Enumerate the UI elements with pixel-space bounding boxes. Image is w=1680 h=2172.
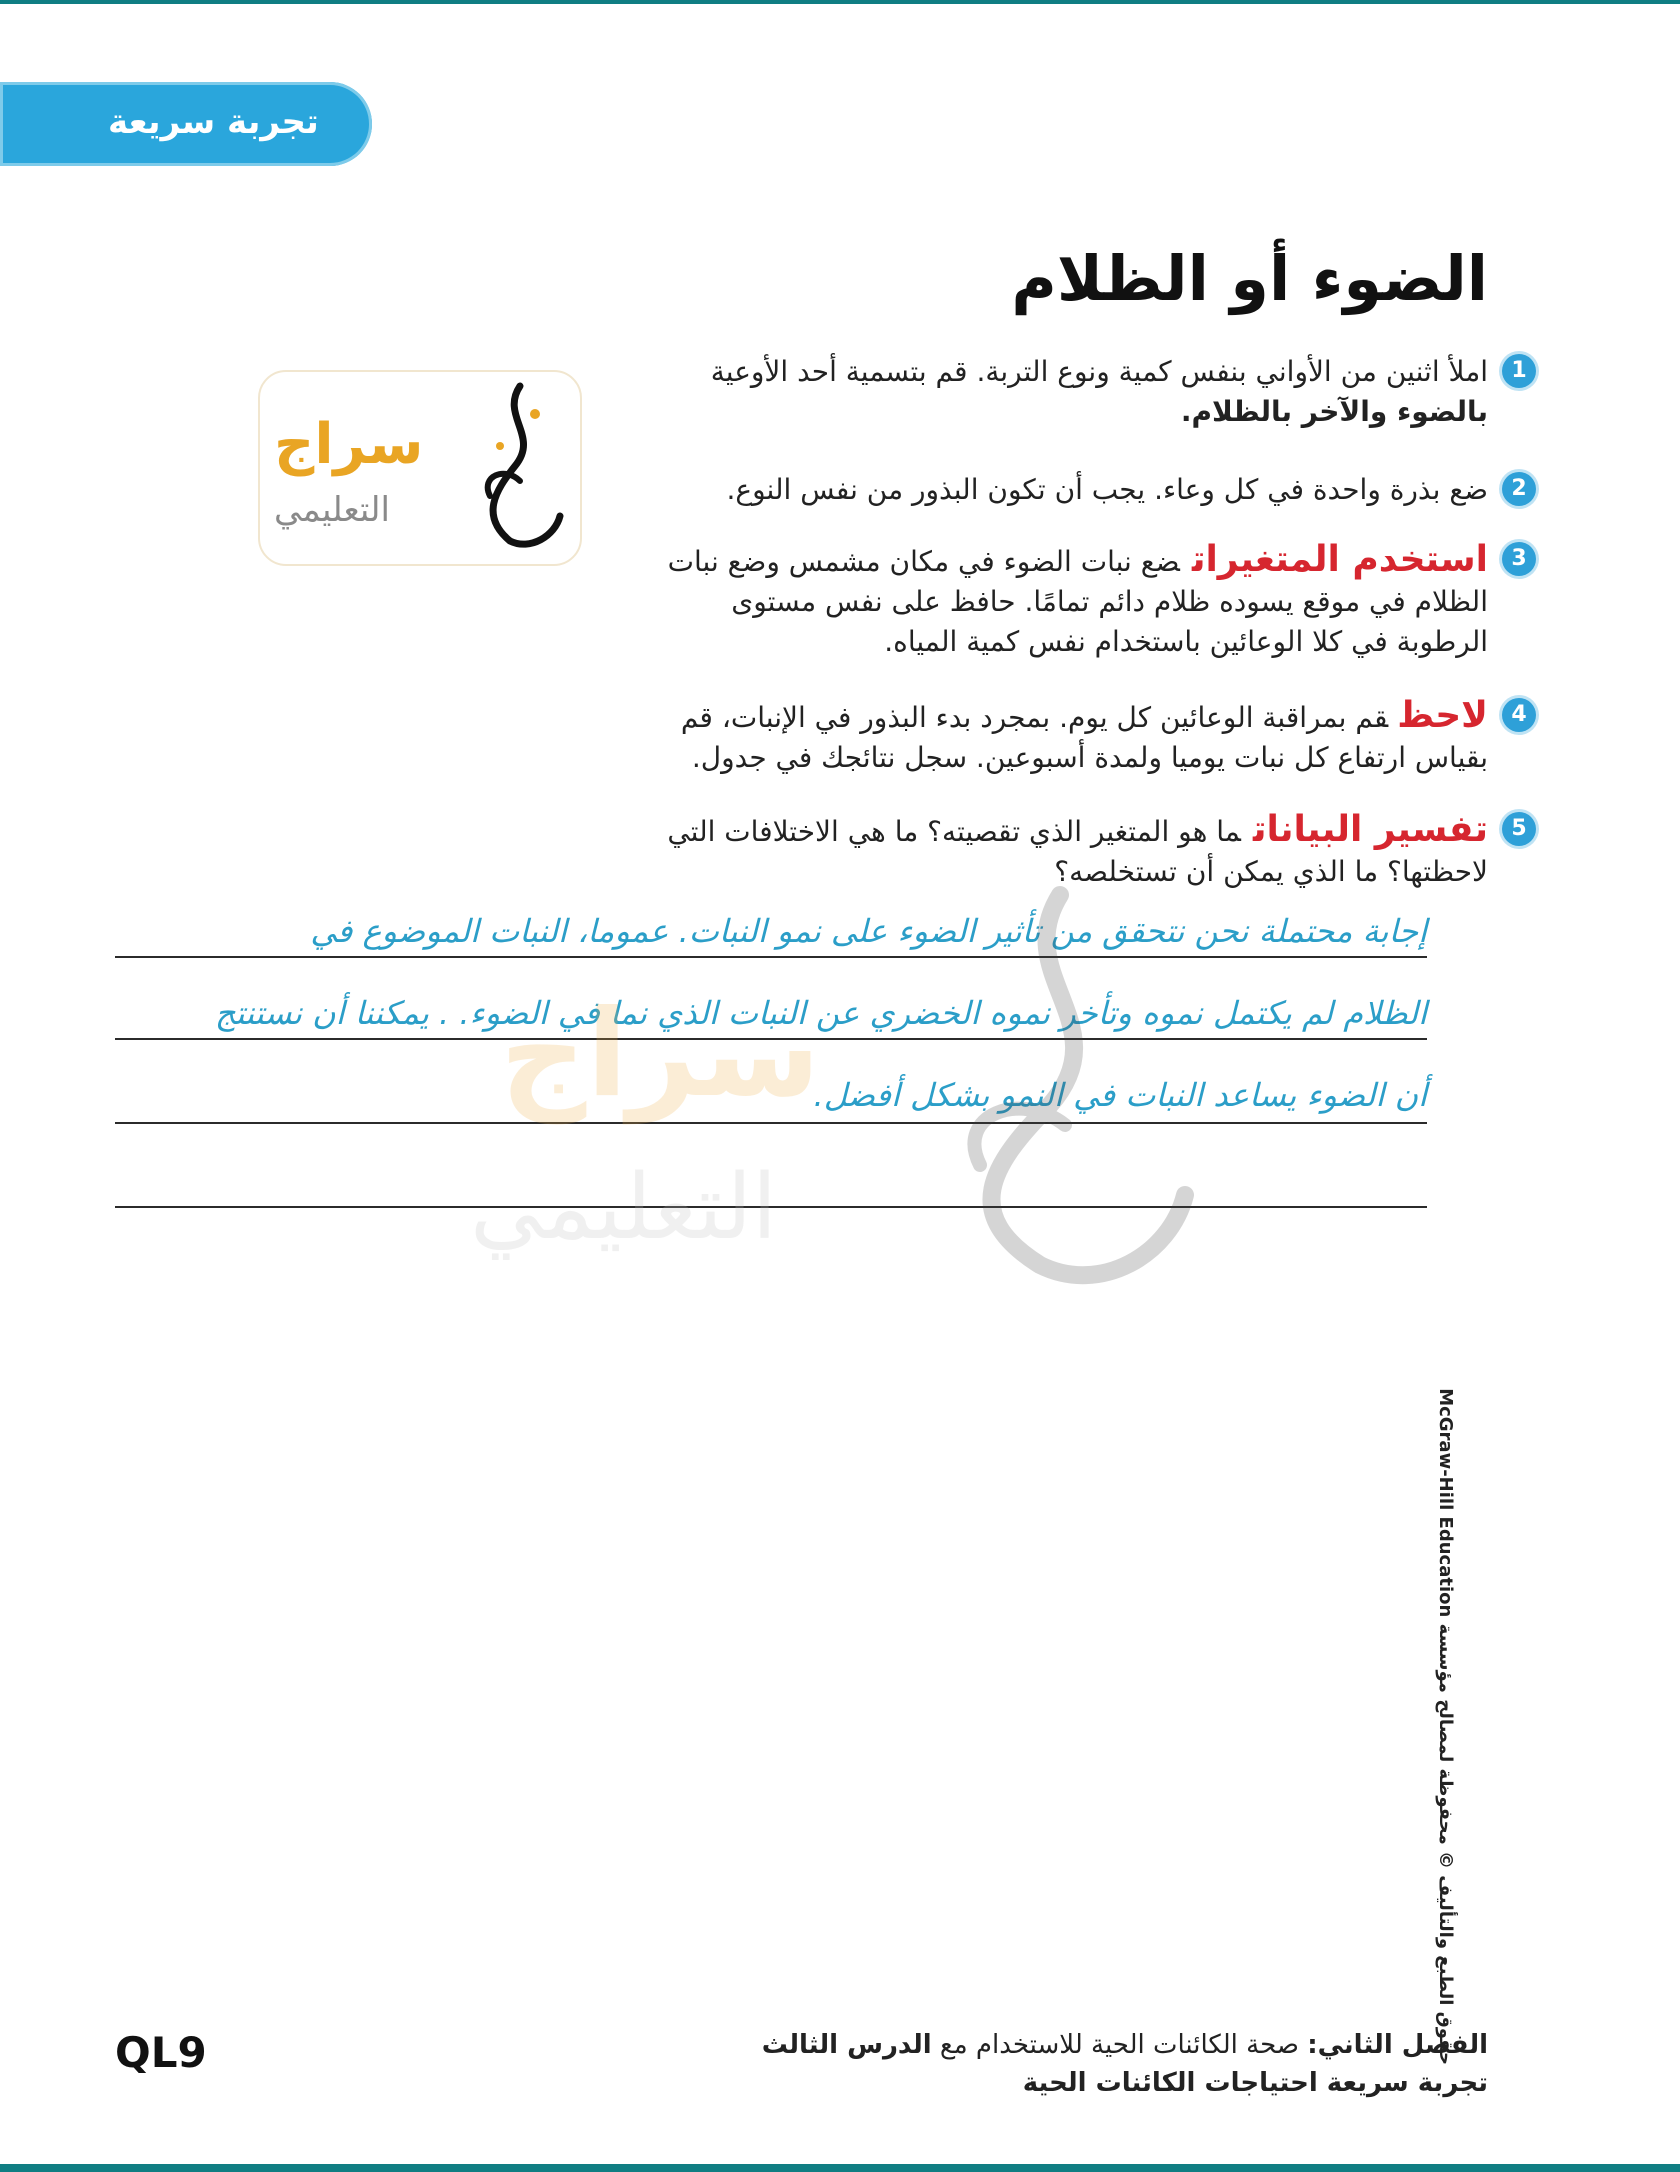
logo-calligraphy-icon [460,376,570,556]
siraj-logo [258,370,582,566]
step-3-line-3: الرطوبة في كلا الوعائين باستخدام نفس كمية المياه. [884,625,1488,658]
top-rule [0,0,1680,4]
answer-text-1: إجابة محتملة نحن نتحقق من تأثير الضوء على نمو النبات. عموما، النبات الموضوع في [310,912,1427,950]
page-title: الضوء أو الظلام [1011,242,1488,315]
quick-lab-tab [0,82,372,166]
logo-top-text: سراج [274,412,424,477]
step-number-1: 1 [1502,354,1536,388]
bottom-rule [0,2164,1680,2172]
footer-chapter-label: الفصل الثاني: [1307,2030,1488,2060]
step-5-line-1: ما هو المتغير الذي تقصيته؟ ما هي الاختلافات التي [667,815,1241,848]
step-1-line-1: املأ اثنين من الأواني بنفس كمية ونوع التربة. قم بتسمية أحد الأوعية [710,355,1488,388]
logo-bottom-text: التعليمي [274,490,390,530]
answer-line-3[interactable] [115,1122,1427,1124]
quick-lab-tab-label: تجربة سريعة [108,102,319,142]
step-1-line-2: بالضوء والآخر بالظلام. [1180,395,1488,428]
step-3-skill: استخدم المتغيرات [1191,539,1488,580]
step-number-4: 4 [1502,698,1536,732]
step-5-skill: تفسير البيانات [1252,809,1488,850]
step-3-line-1: ضع نبات الضوء في مكان مشمس وضع نبات [667,545,1180,578]
copyright-credit: حقوق الطبع والتأليف © محفوظة لمصالح مؤسسة McGraw-Hill Education [1435,1388,1456,2065]
answer-text-3: أن الضوء يساعد النبات في النمو بشكل أفضل. [813,1076,1427,1114]
step-4-line-1: قم بمراقبة الوعائين كل يوم. بمجرد بدء البذور في الإنبات، قم [680,701,1389,734]
answer-line-1[interactable] [115,956,1427,958]
step-4-skill: لاحظ [1400,695,1488,736]
step-4 [408,695,1527,778]
footer-chapter [762,2030,1488,2060]
answer-line-4[interactable] [115,1206,1427,1208]
answer-line-2[interactable] [115,1038,1427,1040]
step-number-3: 3 [1502,542,1536,576]
watermark-bottom-text: التعليمي [470,1155,778,1260]
step-number-2: 2 [1502,472,1536,506]
watermark-top-text: سراج [500,985,821,1124]
step-4-line-2: بقياس ارتفاع كل نبات يوميا ولمدة أسبوعين. سجل نتائجك في جدول. [691,741,1488,774]
step-5 [408,809,1527,892]
footer-chapter-text: صحة الكائنات الحية للاستخدام مع [939,2030,1299,2060]
step-3-line-2: الظلام في موقع يسوده ظلام دائم تمامًا. حافظ على نفس مستوى [731,585,1488,618]
footer-lesson-label: الدرس الثالث [761,2030,932,2060]
step-5-line-2: لاحظتها؟ ما الذي يمكن أن تستخلصه؟ [1054,855,1488,888]
page-number: QL9 [115,2028,207,2077]
footer-subtitle: تجربة سريعة احتياجات الكائنات الحية [1022,2068,1488,2098]
step-2-line-1: ضع بذرة واحدة في كل وعاء. يجب أن تكون البذور من نفس النوع. [726,473,1488,506]
answer-text-2: الظلام لم يكتمل نموه وتأخر نموه الخضري عن النبات الذي نما في الضوء. . يمكننا أن نستنتج [214,994,1427,1032]
step-number-5: 5 [1502,812,1536,846]
